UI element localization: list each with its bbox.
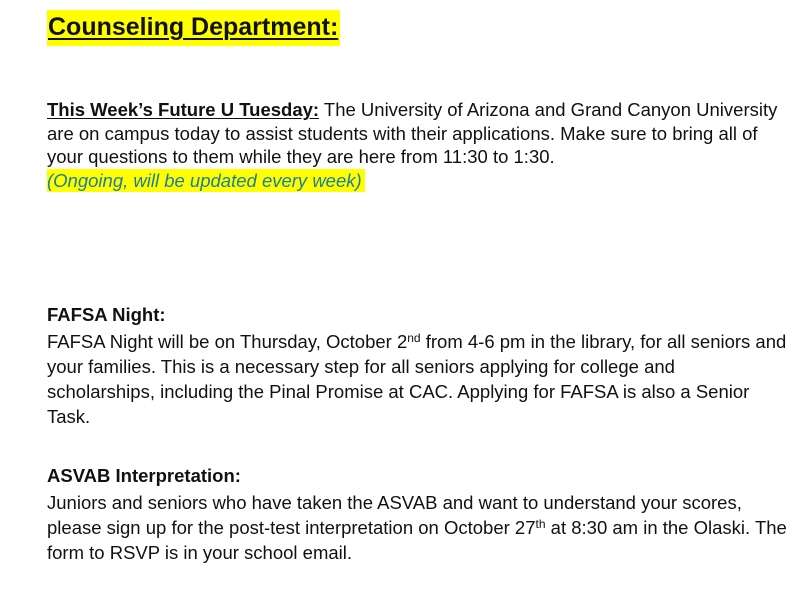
asvab-body-start: Juniors and seniors who have taken the ASVAB and want to understand your scores, please sign up for the post-test interpretation on October 27 — [47, 492, 742, 538]
fafsa-body-start: FAFSA Night will be on Thursday, October 2 — [47, 331, 408, 352]
future-u-lead: This Week’s Future U Tuesday: — [47, 99, 320, 120]
ongoing-note: (Ongoing, will be updated every week) — [47, 169, 365, 193]
fafsa-heading: FAFSA Night: — [47, 304, 166, 325]
asvab-ordinal: th — [535, 517, 546, 531]
ongoing-line — [47, 169, 787, 193]
asvab-section — [47, 464, 787, 565]
asvab-paragraph — [47, 490, 787, 565]
fafsa-section — [47, 303, 787, 429]
future-u-section — [47, 98, 787, 192]
future-u-paragraph — [47, 98, 787, 169]
fafsa-paragraph — [47, 329, 787, 429]
fafsa-ordinal: nd — [407, 331, 421, 345]
future-u-body: The University of Arizona and Grand Canyon University are on campus today to assist students with their applications. Make sure to bring all of your questions to them while they are here from 11:30 to 1:30. — [47, 99, 778, 167]
fafsa-body-end: from 4-6 pm in the library, for all seniors and your families. This is a necessary step for all seniors applying for college and scholarships, including the Pinal Promise at CAC. Applying for FAFSA is also a Senior Task. — [47, 331, 787, 427]
asvab-body-end: at 8:30 am in the Olaski. The form to RSVP is in your school email. — [47, 517, 787, 563]
asvab-heading: ASVAB Interpretation: — [47, 465, 241, 486]
department-title: Counseling Department: — [47, 10, 340, 46]
